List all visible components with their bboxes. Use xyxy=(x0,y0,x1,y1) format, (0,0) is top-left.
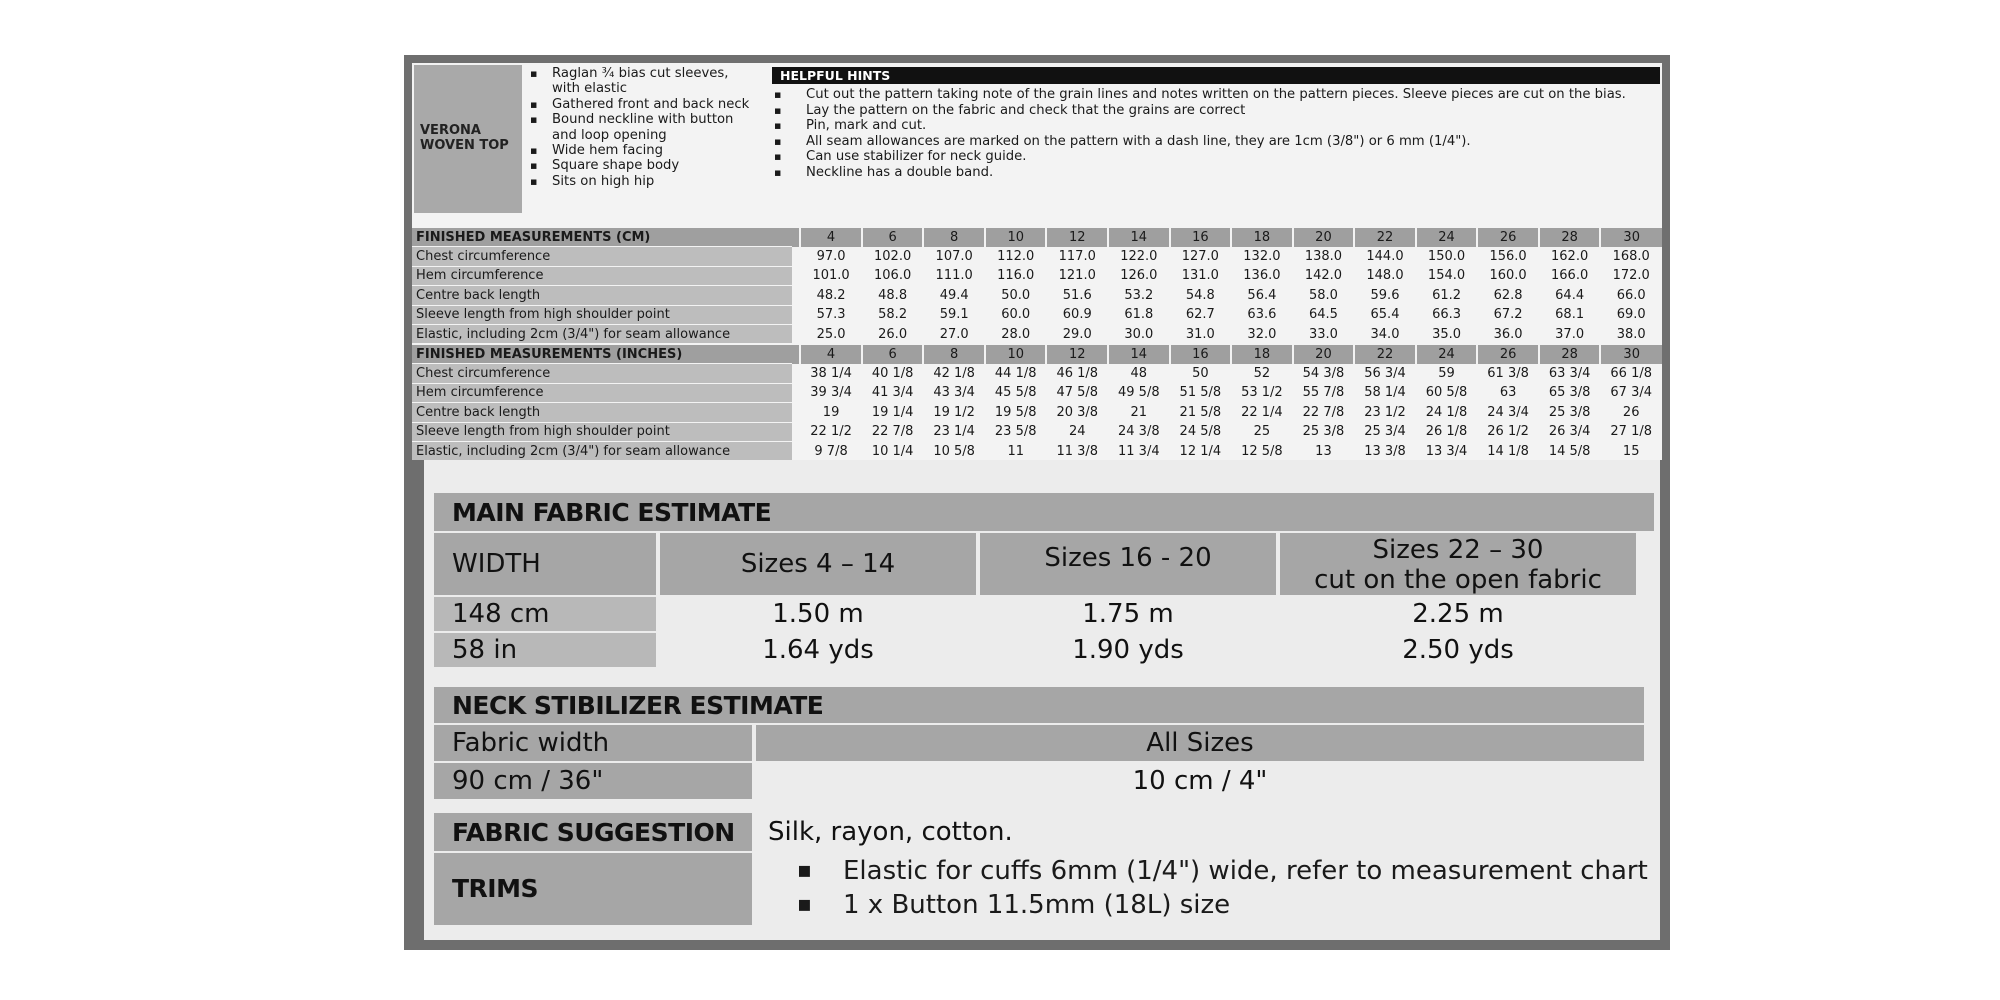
measurement-cell: 63 3/4 xyxy=(1548,366,1591,382)
hint-item: ▪ Can use stabilizer for neck guide. xyxy=(774,149,1662,165)
helpful-hints-list xyxy=(774,87,1662,181)
measurement-cell: 49 5/8 xyxy=(1118,385,1160,401)
measurement-cell: 14 5/8 xyxy=(1548,443,1591,459)
row-label: Centre back length xyxy=(412,286,792,305)
size-header: 14 xyxy=(1108,345,1170,364)
neck-stabilizer-title: NECK STIBILIZER ESTIMATE xyxy=(434,687,1644,723)
size-header: 24 xyxy=(1416,228,1478,247)
measurement-cell: 53 1/2 xyxy=(1241,385,1283,401)
measurement-cell: 52 xyxy=(1253,366,1271,382)
feature-item: ▪ Sits on high hip xyxy=(530,174,750,189)
size-header: 26 xyxy=(1477,345,1539,364)
measurement-cell: 59.6 xyxy=(1370,287,1400,303)
feature-item: ▪ Wide hem facing xyxy=(530,143,750,158)
measurement-cell: 111.0 xyxy=(935,268,973,284)
size-header: 16 xyxy=(1170,345,1232,364)
measurement-cell: 131.0 xyxy=(1181,268,1219,284)
measurement-cell: 27 1/8 xyxy=(1610,424,1652,440)
gap-cell xyxy=(792,305,800,324)
measurement-cell: 24 5/8 xyxy=(1179,424,1222,440)
measurement-cell: 142.0 xyxy=(1304,268,1343,284)
fabric-4-14-m: 1.50 m xyxy=(772,599,864,629)
measurement-cell: 160.0 xyxy=(1489,268,1527,284)
fabric-22-30-m: 2.25 m xyxy=(1412,599,1504,629)
measurement-cell: 116.0 xyxy=(997,268,1035,284)
measurement-cell: 144.0 xyxy=(1366,249,1404,265)
measurement-cell: 13 3/4 xyxy=(1425,443,1468,459)
cm-header-row xyxy=(412,228,1662,247)
trim-item: ▪ 1 x Button 11.5mm (18L) size xyxy=(797,888,1648,922)
feature-item: ▪ Bound neckline with button and loop opening xyxy=(530,112,750,143)
measurement-cell: 101.0 xyxy=(812,268,850,284)
measurement-panel xyxy=(404,55,1670,460)
size-header: 12 xyxy=(1046,228,1108,247)
measurement-cell: 40 1/8 xyxy=(871,366,914,382)
measurement-cell: 30.0 xyxy=(1124,326,1154,342)
size-header: 10 xyxy=(985,345,1047,364)
measurement-cell: 32.0 xyxy=(1247,326,1277,342)
measurement-cell: 172.0 xyxy=(1612,268,1650,284)
measurement-cell: 162.0 xyxy=(1551,249,1589,265)
measurement-cell: 20 3/8 xyxy=(1056,404,1099,420)
measurement-cell: 26 1/8 xyxy=(1425,424,1468,440)
measurement-cell: 13 3/8 xyxy=(1364,443,1406,459)
measurement-cell: 50 xyxy=(1192,366,1209,382)
gap-cell xyxy=(792,286,800,305)
row-label: Sleeve length from high shoulder point xyxy=(412,305,792,324)
hint-item: ▪ All seam allowances are marked on the pattern with a dash line, they are 1cm (3/8") or 6 mm (1/4"). xyxy=(774,134,1662,150)
feature-list xyxy=(530,66,750,189)
gap-cell xyxy=(792,345,800,364)
measurement-cell: 39 3/4 xyxy=(810,385,852,401)
measurement-cell: 150.0 xyxy=(1427,249,1466,265)
size-header: 28 xyxy=(1539,345,1601,364)
measurement-cell: 44 1/8 xyxy=(994,366,1037,382)
measurement-cell: 127.0 xyxy=(1181,249,1219,265)
sizes-16-20-header: Sizes 16 - 20 xyxy=(980,533,1276,595)
measurement-cell: 107.0 xyxy=(935,249,973,265)
measurement-panel-inner xyxy=(412,63,1662,460)
pattern-title-box xyxy=(414,65,522,213)
measurement-cell: 48 xyxy=(1130,366,1148,382)
measurement-cell: 37.0 xyxy=(1555,326,1585,342)
feature-item: ▪ Square shape body xyxy=(530,158,750,173)
trim-item: ▪ Elastic for cuffs 6mm (1/4") wide, refer to measurement chart xyxy=(797,854,1648,888)
measurement-cell: 21 5/8 xyxy=(1179,404,1222,420)
measurement-cell: 25 3/8 xyxy=(1548,404,1591,420)
measurement-cell: 26 3/4 xyxy=(1548,424,1591,440)
measurement-cell: 35.0 xyxy=(1432,326,1462,342)
size-header: 4 xyxy=(800,345,862,364)
measurement-cell: 136.0 xyxy=(1243,268,1281,284)
measurement-cell: 22 7/8 xyxy=(1302,404,1345,420)
measurement-cell: 66 1/8 xyxy=(1610,366,1652,382)
table-row xyxy=(412,441,1662,460)
fabric-width-value: 90 cm / 36" xyxy=(434,763,752,799)
measurement-cell: 60 5/8 xyxy=(1425,385,1468,401)
fabric-width-label: Fabric width xyxy=(434,725,752,761)
table-row xyxy=(412,247,1662,266)
measurement-cell: 12 1/4 xyxy=(1179,443,1222,459)
size-header: 16 xyxy=(1170,228,1232,247)
measurement-cell: 11 xyxy=(1007,443,1024,459)
hint-item: ▪ Lay the pattern on the fabric and check that the grains are correct xyxy=(774,103,1662,119)
measurement-cell: 23 1/2 xyxy=(1364,404,1406,420)
width-58in: 58 in xyxy=(434,633,656,667)
all-sizes-header: All Sizes xyxy=(756,725,1644,761)
measurement-cell: 49.4 xyxy=(939,287,969,303)
table-row xyxy=(412,266,1662,285)
measurement-cell: 10 5/8 xyxy=(933,443,975,459)
sizes-4-14-header: Sizes 4 – 14 xyxy=(660,533,976,595)
measurement-cell: 97.0 xyxy=(816,249,846,265)
row-label: Centre back length xyxy=(412,403,792,422)
measurement-cell: 25 3/8 xyxy=(1302,424,1345,440)
measurement-cell: 166.0 xyxy=(1551,268,1589,284)
measurement-cell: 61.2 xyxy=(1432,287,1462,303)
measurement-cell: 42 1/8 xyxy=(933,366,975,382)
size-header: 22 xyxy=(1354,345,1416,364)
fabric-panel-inner xyxy=(424,460,1660,940)
fabric-16-20-yds: 1.90 yds xyxy=(1072,635,1184,665)
helpful-hints-header: HELPFUL HINTS xyxy=(772,67,1660,84)
table-row xyxy=(412,286,1662,305)
size-header: 20 xyxy=(1293,228,1355,247)
measurement-cell: 112.0 xyxy=(997,249,1035,265)
measurement-cell: 46 1/8 xyxy=(1056,366,1099,382)
measurement-cell: 102.0 xyxy=(874,249,912,265)
row-label: Chest circumference xyxy=(412,247,792,266)
measurement-cell: 24 1/8 xyxy=(1425,404,1468,420)
measurement-cell: 23 5/8 xyxy=(994,424,1037,440)
measurement-cell: 63 xyxy=(1499,385,1517,401)
row-label: Sleeve length from high shoulder point xyxy=(412,422,792,441)
measurement-cell: 19 xyxy=(822,404,840,420)
pattern-title: VERONA WOVEN TOP xyxy=(420,123,509,153)
measurement-cell: 28.0 xyxy=(1001,326,1031,342)
measurement-cell: 25.0 xyxy=(816,326,846,342)
measurement-cell: 64.5 xyxy=(1308,307,1338,323)
measurement-cell: 64.4 xyxy=(1555,287,1585,303)
fabric-4-14-yds: 1.64 yds xyxy=(762,635,874,665)
hint-item: ▪ Cut out the pattern taking note of the grain lines and notes written on the pattern pieces. Sleeve pieces are cut on the bias. xyxy=(774,87,1662,103)
measurement-cell: 65.4 xyxy=(1370,307,1400,323)
size-header: 6 xyxy=(862,228,924,247)
sizes-22-30-label: Sizes 22 – 30 xyxy=(1372,535,1544,565)
measurement-cell: 11 3/4 xyxy=(1118,443,1160,459)
size-header: 26 xyxy=(1477,228,1539,247)
measurement-cell: 25 3/4 xyxy=(1364,424,1406,440)
inches-header-row xyxy=(412,345,1662,364)
row-label: Elastic, including 2cm (3/4") for seam allowance xyxy=(412,441,792,460)
size-header: 4 xyxy=(800,228,862,247)
size-header: 24 xyxy=(1416,345,1478,364)
measurement-cell: 19 5/8 xyxy=(994,404,1037,420)
gap-cell xyxy=(792,228,800,247)
measurement-cell: 31.0 xyxy=(1185,326,1215,342)
trims-label: TRIMS xyxy=(434,853,752,925)
size-header: 14 xyxy=(1108,228,1170,247)
fabric-panel xyxy=(404,460,1670,950)
measurement-cell: 38.0 xyxy=(1616,326,1646,342)
table-row xyxy=(412,383,1662,402)
feature-item: ▪ Raglan ¾ bias cut sleeves, with elastic xyxy=(530,66,750,97)
measurement-cell: 122.0 xyxy=(1120,249,1158,265)
measurement-cell: 126.0 xyxy=(1120,268,1158,284)
measurement-cell: 121.0 xyxy=(1058,268,1096,284)
gap-cell xyxy=(792,324,800,343)
measurement-cell: 9 7/8 xyxy=(814,443,848,459)
measurement-cell: 60.0 xyxy=(1001,307,1031,323)
measurement-cell: 48.8 xyxy=(878,287,908,303)
gap-cell xyxy=(792,422,800,441)
main-fabric-title: MAIN FABRIC ESTIMATE xyxy=(434,493,1654,531)
measurement-cell: 47 5/8 xyxy=(1056,385,1099,401)
hint-item: ▪ Neckline has a double band. xyxy=(774,165,1662,181)
fabric-16-20-m: 1.75 m xyxy=(1082,599,1174,629)
measurement-cell: 117.0 xyxy=(1058,249,1096,265)
measurement-cell: 24 3/8 xyxy=(1118,424,1160,440)
size-header: 18 xyxy=(1231,345,1293,364)
gap-cell xyxy=(792,364,800,383)
measurements-inches-table xyxy=(412,345,1662,461)
measurement-cell: 67 3/4 xyxy=(1610,385,1652,401)
inches-table-title: FINISHED MEASUREMENTS (INCHES) xyxy=(412,345,792,364)
width-label: WIDTH xyxy=(434,533,656,595)
measurement-cell: 58 1/4 xyxy=(1364,385,1406,401)
open-fabric-note: cut on the open fabric xyxy=(1314,565,1602,595)
measurement-cell: 53.2 xyxy=(1124,287,1154,303)
fabric-suggestion-value: Silk, rayon, cotton. xyxy=(768,817,1013,847)
measurement-cell: 19 1/2 xyxy=(933,404,975,420)
row-label: Hem circumference xyxy=(412,266,792,285)
measurement-cell: 26 1/2 xyxy=(1487,424,1529,440)
measurement-cell: 62.7 xyxy=(1185,307,1215,323)
measurement-cell: 168.0 xyxy=(1612,249,1650,265)
measurement-cell: 138.0 xyxy=(1304,249,1343,265)
table-row xyxy=(412,403,1662,422)
measurement-cell: 33.0 xyxy=(1308,326,1338,342)
fabric-suggestion-label: FABRIC SUGGESTION xyxy=(434,813,752,851)
measurement-cell: 34.0 xyxy=(1370,326,1400,342)
measurement-cell: 148.0 xyxy=(1366,268,1404,284)
measurement-cell: 24 3/4 xyxy=(1487,404,1529,420)
measurement-cell: 45 5/8 xyxy=(994,385,1037,401)
gap-cell xyxy=(792,266,800,285)
measurement-cell: 154.0 xyxy=(1427,268,1466,284)
measurement-cell: 58.0 xyxy=(1308,287,1338,303)
measurement-cell: 15 xyxy=(1622,443,1640,459)
stabilizer-amount: 10 cm / 4" xyxy=(1132,766,1268,796)
measurement-cell: 13 xyxy=(1315,443,1332,459)
size-header: 8 xyxy=(923,345,985,364)
measurement-cell: 51 5/8 xyxy=(1179,385,1222,401)
measurement-cell: 38 1/4 xyxy=(810,366,852,382)
measurement-cell: 54 3/8 xyxy=(1302,366,1345,382)
table-row xyxy=(412,324,1662,343)
measurement-cell: 27.0 xyxy=(939,326,969,342)
size-header: 6 xyxy=(862,345,924,364)
measurement-cell: 26 xyxy=(1622,404,1640,420)
measurement-cell: 66.3 xyxy=(1432,307,1462,323)
measurement-cell: 132.0 xyxy=(1243,249,1281,265)
size-header: 18 xyxy=(1231,228,1293,247)
measurement-cell: 65 3/8 xyxy=(1548,385,1591,401)
measurement-cell: 48.2 xyxy=(816,287,846,303)
size-header: 10 xyxy=(985,228,1047,247)
cm-table-title: FINISHED MEASUREMENTS (CM) xyxy=(412,228,792,247)
size-header: 8 xyxy=(923,228,985,247)
gap-cell xyxy=(792,247,800,266)
table-row xyxy=(412,422,1662,441)
measurement-cell: 51.6 xyxy=(1062,287,1092,303)
measurement-cell: 21 xyxy=(1130,404,1148,420)
measurement-cell: 29.0 xyxy=(1062,326,1092,342)
measurement-cell: 36.0 xyxy=(1493,326,1523,342)
measurement-cell: 24 xyxy=(1068,424,1086,440)
trims-list xyxy=(797,854,1648,922)
measurement-cell: 19 1/4 xyxy=(871,404,914,420)
measurement-cell: 11 3/8 xyxy=(1056,443,1099,459)
gap-cell xyxy=(792,403,800,422)
measurement-cell: 66.0 xyxy=(1616,287,1646,303)
table-row xyxy=(412,364,1662,383)
measurement-cell: 22 1/4 xyxy=(1241,404,1283,420)
measurement-cell: 25 xyxy=(1253,424,1271,440)
measurement-cell: 55 7/8 xyxy=(1302,385,1345,401)
row-label: Chest circumference xyxy=(412,364,792,383)
measurement-cell: 156.0 xyxy=(1489,249,1527,265)
measurements-cm-table xyxy=(412,228,1662,344)
measurement-cell: 54.8 xyxy=(1185,287,1215,303)
measurement-cell: 59 xyxy=(1438,366,1455,382)
measurement-cell: 62.8 xyxy=(1493,287,1523,303)
measurement-cell: 67.2 xyxy=(1493,307,1523,323)
measurement-cell: 22 1/2 xyxy=(810,424,852,440)
measurement-cell: 63.6 xyxy=(1247,307,1277,323)
measurement-cell: 61.8 xyxy=(1124,307,1154,323)
size-header: 12 xyxy=(1046,345,1108,364)
measurement-cell: 10 1/4 xyxy=(871,443,914,459)
measurement-cell: 50.0 xyxy=(1001,287,1031,303)
row-label: Hem circumference xyxy=(412,383,792,402)
measurement-cell: 23 1/4 xyxy=(933,424,975,440)
measurement-cell: 56 3/4 xyxy=(1364,366,1406,382)
measurement-cell: 26.0 xyxy=(878,326,908,342)
size-header: 28 xyxy=(1539,228,1601,247)
measurement-cell: 61 3/8 xyxy=(1487,366,1529,382)
measurement-cell: 43 3/4 xyxy=(933,385,975,401)
size-header: 22 xyxy=(1354,228,1416,247)
size-header: 30 xyxy=(1600,228,1662,247)
measurement-cell: 22 7/8 xyxy=(871,424,914,440)
feature-item: ▪ Gathered front and back neck xyxy=(530,97,750,112)
measurement-cell: 12 5/8 xyxy=(1241,443,1283,459)
measurement-cell: 57.3 xyxy=(816,307,846,323)
width-148cm: 148 cm xyxy=(434,597,656,631)
gap-cell xyxy=(792,441,800,460)
measurement-cell: 14 1/8 xyxy=(1487,443,1529,459)
table-row xyxy=(412,305,1662,324)
sizes-22-30-header xyxy=(1280,533,1636,595)
measurement-cell: 41 3/4 xyxy=(871,385,914,401)
size-header: 20 xyxy=(1293,345,1355,364)
measurement-cell: 60.9 xyxy=(1062,307,1092,323)
fabric-22-30-yds: 2.50 yds xyxy=(1402,635,1514,665)
measurement-cell: 106.0 xyxy=(874,268,912,284)
row-label: Elastic, including 2cm (3/4") for seam allowance xyxy=(412,324,792,343)
measurement-cell: 58.2 xyxy=(878,307,908,323)
gap-cell xyxy=(792,383,800,402)
measurement-cell: 68.1 xyxy=(1555,307,1585,323)
measurement-cell: 59.1 xyxy=(939,307,969,323)
measurement-cell: 56.4 xyxy=(1247,287,1277,303)
measurement-cell: 69.0 xyxy=(1616,307,1646,323)
hint-item: ▪ Pin, mark and cut. xyxy=(774,118,1662,134)
size-header: 30 xyxy=(1600,345,1662,364)
